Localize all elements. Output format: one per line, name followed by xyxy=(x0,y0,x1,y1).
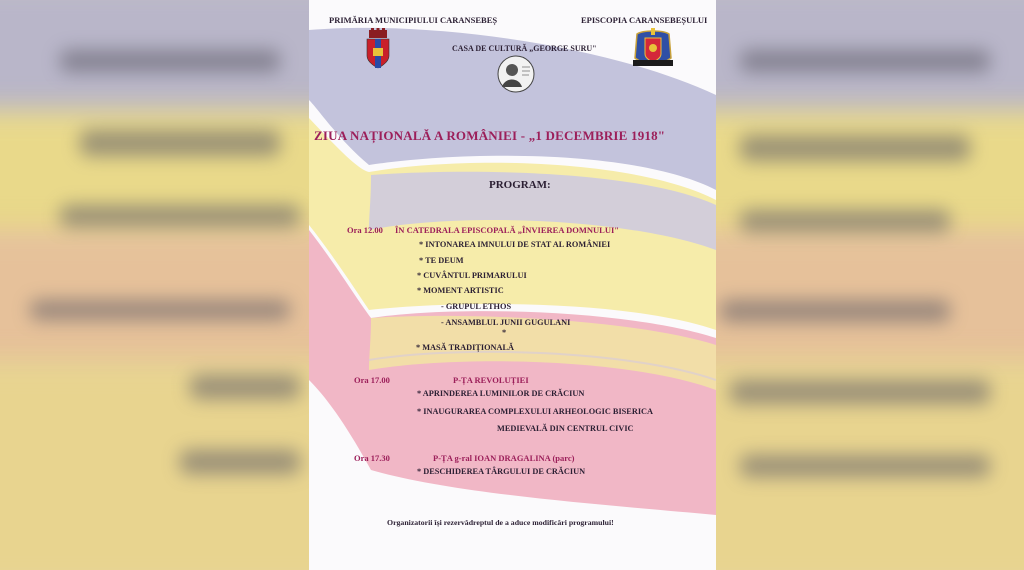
poster-title: ZIUA NAȚIONALĂ A ROMÂNIEI - „1 DECEMBRIE 1918" xyxy=(314,128,666,143)
program-heading: PROGRAM: xyxy=(489,179,551,191)
program-item: * DESCHIDEREA TÂRGULUI DE CRĂCIUN xyxy=(417,467,586,476)
program-item: * xyxy=(502,328,507,337)
event-place: P-ȚA g-ral IOAN DRAGALINA (parc) xyxy=(433,453,575,463)
event-time: Ora 17.00 xyxy=(354,375,390,385)
event-place: ÎN CATEDRALA EPISCOPALĂ „ÎNVIEREA DOMNULUI" xyxy=(395,225,620,235)
event-time: Ora 17.30 xyxy=(354,453,390,463)
header-center: CASA DE CULTURĂ „GEORGE SURU" xyxy=(452,44,597,53)
episcopia-coat-of-arms-icon xyxy=(631,28,675,68)
program-item: * CUVÂNTUL PRIMARULUI xyxy=(417,271,527,280)
george-suru-portrait-icon xyxy=(497,55,535,93)
program-item: * MASĂ TRADIȚIONALĂ xyxy=(416,343,515,352)
event-poster xyxy=(309,0,716,570)
program-item: * APRINDEREA LUMINILOR DE CRĂCIUN xyxy=(417,389,585,398)
poster-footer: Organizatorii își rezervădreptul de a aduce modificări programului! xyxy=(387,518,614,527)
caransebes-coat-of-arms-icon xyxy=(364,28,392,70)
program-item: * INTONAREA IMNULUI DE STAT AL ROMÂNIEI xyxy=(419,240,611,249)
program-item: * MOMENT ARTISTIC xyxy=(417,286,504,295)
program-subitem: - ANSAMBLUL JUNII GUGULANI xyxy=(441,318,571,327)
program-subitem: - GRUPUL ETHOS xyxy=(441,302,512,311)
event-time: Ora 12.00 xyxy=(347,225,383,235)
header-left: PRIMĂRIA MUNICIPIULUI CARANSEBEȘ xyxy=(329,15,498,25)
program-item: * TE DEUM xyxy=(419,256,464,265)
header-right: EPISCOPIA CARANSEBEȘULUI xyxy=(581,15,708,25)
event-place: P-ȚA REVOLUȚIEI xyxy=(453,375,529,385)
program-item: MEDIEVALĂ DIN CENTRUL CIVIC xyxy=(497,424,634,433)
program-item: * INAUGURAREA COMPLEXULUI ARHEOLOGIC BISERICA xyxy=(417,407,654,416)
